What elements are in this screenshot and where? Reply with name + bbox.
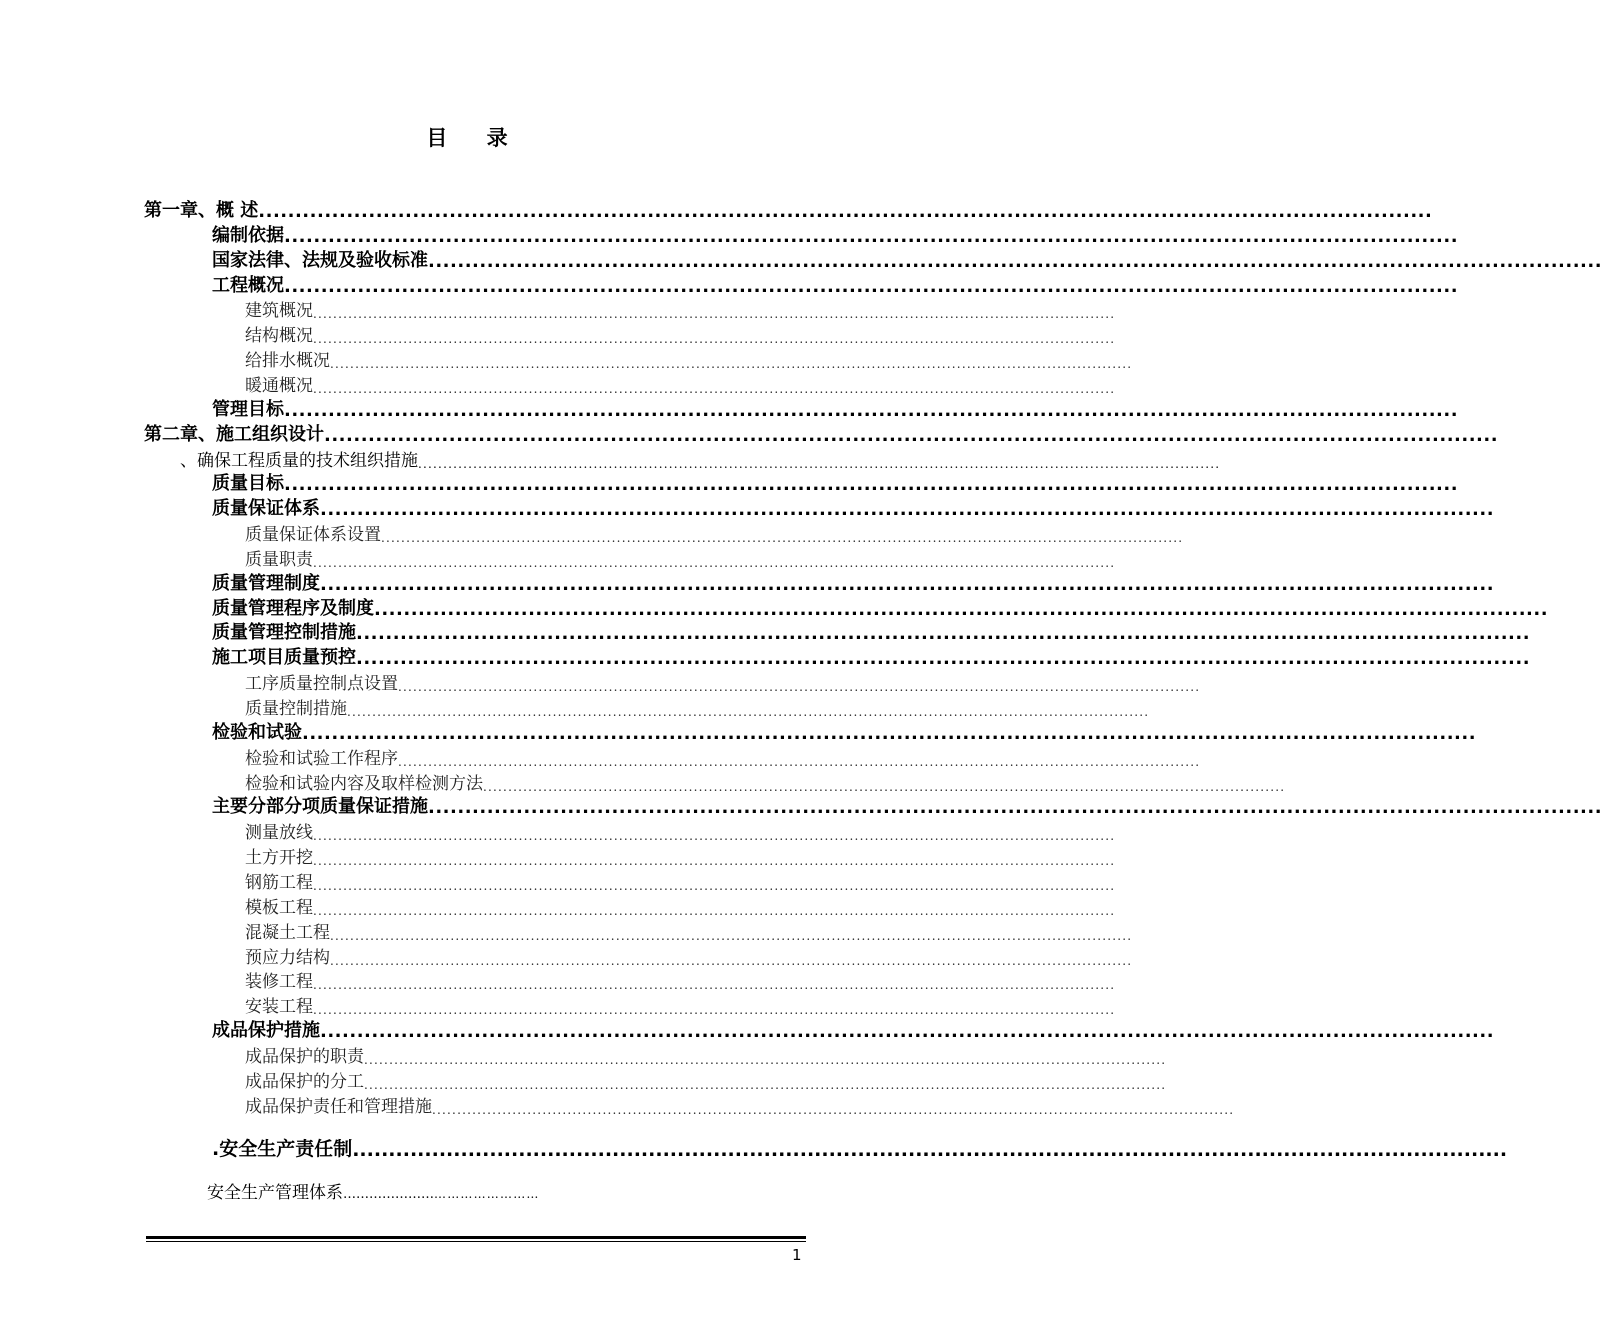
toc-leader-dots: ................................................................................................................................................................: [374, 598, 1549, 620]
toc-entry[interactable]: [245, 844, 1116, 869]
toc-leader-dots: ................................................................................................................................................................: [313, 381, 1116, 396]
toc-entry[interactable]: [245, 347, 1133, 372]
toc-leader-dots: ................................................................................................................................................................: [284, 399, 1459, 421]
toc-leader-dots: …………………: [343, 1187, 434, 1202]
toc-leader-dots: ................................................................................................................................................................: [418, 456, 1221, 471]
toc-leader-dots: ................................................................................................................................................................: [284, 275, 1459, 297]
toc-entry-label: 质量职责: [245, 549, 313, 570]
toc-entry[interactable]: [245, 372, 1116, 396]
toc-entry[interactable]: [245, 745, 1201, 769]
toc-entry-label: 工程概况: [212, 274, 284, 296]
toc-leader-dots: ................................................................................................................................................................: [320, 573, 1495, 595]
toc-entry-label: 质量目标: [212, 473, 284, 495]
toc-entry-label: 钢筋工程: [245, 872, 313, 893]
toc-entry[interactable]: [245, 695, 1150, 719]
toc-leader-dots: ................................................................................................................................................................: [313, 878, 1116, 893]
toc-leader-dots: ................................................................................................................................................................: [364, 1077, 1167, 1092]
toc-leader-dots: ……………………: [434, 1187, 540, 1201]
toc-entry-label: 国家法律、法规及验收标准: [212, 249, 428, 271]
toc-leader-dots: ................................................................................................................................................................: [320, 499, 1495, 521]
toc-entry-label: 管理目标: [212, 398, 284, 420]
toc-entry[interactable]: [212, 248, 1602, 272]
toc-leader-dots: ................................................................................................................................................................: [324, 424, 1499, 446]
toc-entry[interactable]: [144, 198, 1433, 222]
toc-entry-label: 建筑概况: [245, 301, 313, 322]
toc-leader-dots: ................................................................................................................................................................: [313, 903, 1116, 918]
toc-leader-dots: ................................................................................................................................................................: [313, 1003, 1116, 1018]
toc-entry-label: 第二章、施工组织设计: [144, 423, 324, 445]
toc-entry[interactable]: [245, 521, 1184, 546]
toc-entry-label: 质量管理程序及制度: [212, 597, 374, 619]
toc-entry[interactable]: [245, 993, 1116, 1018]
toc-leader-dots: ................................................................................................................................................................: [347, 705, 1150, 719]
toc-entry[interactable]: [212, 471, 1459, 496]
toc-entry[interactable]: [245, 770, 1286, 794]
toc-entry-label: 测量放线: [245, 823, 313, 844]
toc-entry[interactable]: [180, 447, 1221, 471]
toc-entry-label: 给排水概况: [245, 351, 330, 372]
toc-entry-label: 安装工程: [245, 997, 313, 1018]
toc-entry-label: 工序质量控制点设置: [245, 674, 398, 695]
toc-leader-dots: ................................................................................................................................................................: [428, 250, 1602, 272]
toc-entry-label: 检验和试验内容及取样检测方法: [245, 773, 483, 794]
toc-title: 目 录: [426, 126, 524, 150]
toc-entry[interactable]: [245, 297, 1116, 322]
toc-leader-dots: ................................................................................................................................................................: [313, 332, 1116, 347]
toc-entry-label: 模板工程: [245, 897, 313, 918]
toc-leader-dots: ................................................................................................................................................................: [313, 854, 1116, 869]
toc-entry[interactable]: [245, 670, 1201, 695]
toc-entry-label: 结构概况: [245, 326, 313, 347]
toc-leader-dots: ................................................................................................................................................................: [313, 307, 1116, 322]
toc-entry-label: 装修工程: [245, 972, 313, 993]
toc-leader-dots: ................................................................................................................................................................: [330, 953, 1133, 968]
toc-entry-label: 质量保证体系设置: [245, 525, 381, 546]
toc-entry[interactable]: [212, 720, 1477, 744]
toc-entry-label: .安全生产责任制: [212, 1138, 353, 1161]
toc-leader-dots: ................................................................................................................................................................: [381, 531, 1184, 546]
toc-leader-dots: ................................................................................................................................................................: [330, 357, 1133, 372]
toc-leader-dots: ................................................................................................................................................................: [428, 797, 1602, 819]
toc-leader-dots: ................................................................................................................................................................: [258, 201, 1433, 222]
toc-leader-dots: ................................................................................................................................................................: [356, 648, 1531, 670]
footer-rule-thick: [146, 1236, 806, 1239]
toc-entry-label: 成品保护的职责: [245, 1046, 364, 1067]
toc-leader-dots: ................................................................................................................................................................: [352, 1139, 1508, 1162]
toc-entry-label: 暖通概况: [245, 375, 313, 396]
toc-entry-label: 成品保护的分工: [245, 1071, 364, 1092]
toc-entry-label: 质量控制措施: [245, 699, 347, 719]
toc-leader-dots: ................................................................................................................................................................: [356, 623, 1531, 645]
toc-entry[interactable]: [212, 397, 1459, 421]
toc-entry-label: 主要分部分项质量保证措施: [212, 796, 428, 818]
toc-entry-label: 检验和试验: [212, 721, 302, 743]
toc-entry[interactable]: [212, 596, 1549, 620]
toc-entry-label: 预应力结构: [245, 947, 330, 968]
toc-entry-label: 质量管理控制措施: [212, 622, 356, 644]
toc-entry-label: 、确保工程质量的技术组织措施: [180, 450, 418, 471]
toc-entry-label: 成品保护措施: [212, 1020, 320, 1042]
toc-entry-label: 检验和试验工作程序: [245, 748, 398, 769]
toc-entry-label: 编制依据: [212, 224, 284, 246]
toc-leader-dots: ................................................................................................................................................................: [284, 225, 1459, 247]
toc-leader-dots: ................................................................................................................................................................: [284, 474, 1459, 496]
toc-entry-label: 施工项目质量预控: [212, 647, 356, 669]
toc-entry[interactable]: [245, 1068, 1167, 1092]
toc-entry[interactable]: [212, 1133, 1508, 1162]
toc-entry[interactable]: [212, 794, 1602, 819]
toc-leader-dots: ................................................................................................................................................................: [364, 1052, 1167, 1067]
toc-entry[interactable]: [245, 322, 1116, 347]
toc-entry[interactable]: [144, 422, 1499, 446]
toc-leader-dots: ................................................................................................................................................................: [313, 829, 1116, 844]
page-number: 1: [792, 1246, 802, 1264]
toc-entry[interactable]: [245, 819, 1116, 844]
toc-entry[interactable]: [245, 546, 1116, 570]
toc-entry[interactable]: [245, 944, 1133, 968]
toc-entry[interactable]: [245, 1093, 1235, 1117]
toc-leader-dots: ................................................................................................................................................................: [320, 1021, 1495, 1043]
toc-entry[interactable]: [245, 894, 1116, 918]
toc-entry[interactable]: [245, 919, 1133, 943]
toc-leader-dots: ................................................................................................................................................................: [313, 555, 1116, 570]
toc-entry[interactable]: [245, 1043, 1167, 1067]
footer-rule-thin: [146, 1241, 806, 1242]
toc-entry[interactable]: [212, 273, 1459, 297]
toc-leader-dots: ................................................................................................................................................................: [483, 779, 1286, 794]
toc-entry[interactable]: [212, 496, 1495, 521]
toc-entry[interactable]: [212, 645, 1531, 670]
toc-leader-dots: ................................................................................................................................................................: [398, 754, 1201, 769]
toc-entry-label: 质量保证体系: [212, 498, 320, 520]
toc-entry[interactable]: [212, 223, 1459, 247]
toc-entry[interactable]: [212, 571, 1495, 595]
toc-entry-label: 成品保护责任和管理措施: [245, 1096, 432, 1117]
toc-entry-label: 第一章、概 述: [144, 200, 259, 221]
toc-entry-label: 质量管理制度: [212, 572, 320, 594]
toc-leader-dots: ................................................................................................................................................................: [313, 978, 1116, 993]
toc-entry-label: 混凝土工程: [245, 922, 330, 943]
toc-leader-dots: ................................................................................................................................................................: [330, 928, 1133, 943]
toc-entry-label: 土方开挖: [245, 848, 313, 869]
toc-entry-last[interactable]: [207, 1178, 540, 1203]
toc-leader-dots: ................................................................................................................................................................: [398, 680, 1201, 695]
toc-entry[interactable]: [212, 1018, 1495, 1043]
toc-entry[interactable]: [245, 869, 1116, 893]
toc-entry[interactable]: [245, 968, 1116, 993]
toc-leader-dots: ................................................................................................................................................................: [432, 1102, 1235, 1117]
toc-entry-label: 安全生产管理体系: [207, 1183, 343, 1203]
toc-leader-dots: ................................................................................................................................................................: [302, 722, 1477, 744]
toc-entry[interactable]: [212, 620, 1531, 645]
